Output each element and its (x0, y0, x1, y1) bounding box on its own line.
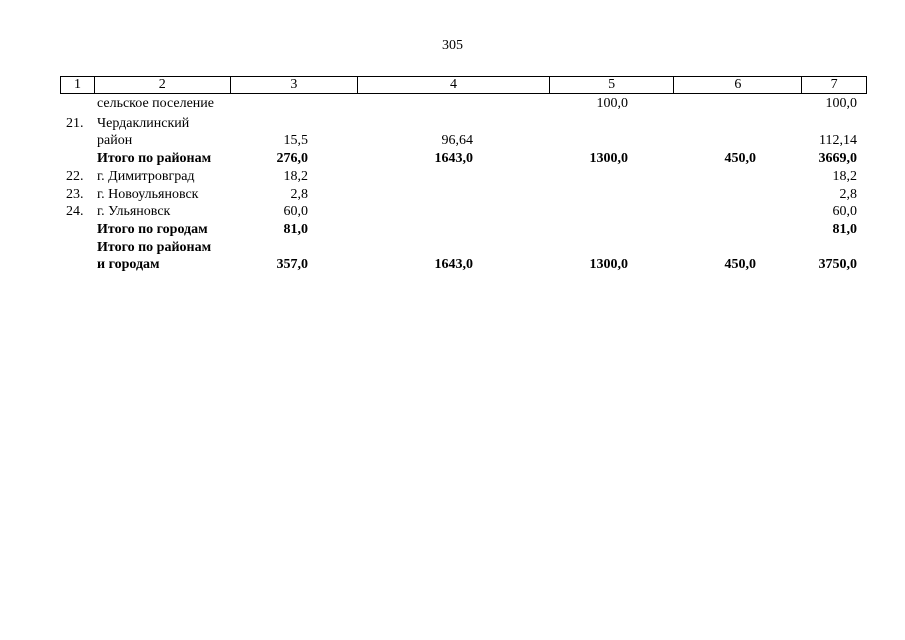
cell-col-3: 276,0 (276, 151, 308, 166)
cell-col-6: 450,0 (724, 257, 756, 272)
table-row (0, 96, 905, 112)
header-col-1: 1 (61, 77, 95, 93)
total-row (0, 240, 905, 256)
cell-col-3: 357,0 (276, 257, 308, 272)
table-row (0, 204, 905, 220)
table-row (0, 187, 905, 203)
cell-col-3: 60,0 (283, 204, 308, 219)
cell-col-7: 81,0 (832, 222, 857, 237)
header-col-6: 6 (674, 77, 802, 93)
row-name: г. Ульяновск (97, 204, 171, 219)
row-number: 23. (66, 187, 84, 202)
cell-col-3: 18,2 (283, 169, 308, 184)
row-number: 21. (66, 116, 84, 131)
cell-col-7: 112,14 (819, 133, 857, 148)
table-header (60, 76, 867, 94)
row-name: и городам (97, 257, 160, 272)
cell-col-7: 60,0 (832, 204, 857, 219)
row-name: сельское поселение (97, 96, 214, 111)
table-row (0, 116, 905, 132)
cell-col-4: 1643,0 (434, 151, 473, 166)
cell-col-3: 15,5 (283, 133, 308, 148)
header-col-5: 5 (550, 77, 675, 93)
cell-col-7: 3750,0 (818, 257, 857, 272)
total-row (0, 222, 905, 238)
row-name: район (97, 133, 133, 148)
cell-col-7: 18,2 (832, 169, 857, 184)
page-number: 305 (442, 38, 463, 53)
row-number: 22. (66, 169, 84, 184)
cell-col-7: 100,0 (825, 96, 857, 111)
cell-col-5: 1300,0 (589, 257, 628, 272)
header-col-7: 7 (830, 77, 838, 92)
cell-col-5: 100,0 (596, 96, 628, 111)
cell-col-5: 1300,0 (589, 151, 628, 166)
table-row (0, 133, 905, 149)
row-name: Итого по районам (97, 240, 212, 255)
total-row (0, 151, 905, 167)
cell-col-7: 2,8 (839, 187, 857, 202)
cell-col-4: 1643,0 (434, 257, 473, 272)
row-name: г. Димитровград (97, 169, 195, 184)
cell-col-6: 450,0 (724, 151, 756, 166)
header-col-2: 2 (95, 77, 231, 93)
header-col-3: 3 (231, 77, 359, 93)
row-number: 24. (66, 204, 84, 219)
row-name: г. Новоульяновск (97, 187, 199, 202)
cell-col-4: 96,64 (441, 133, 473, 148)
cell-col-3: 2,8 (290, 187, 308, 202)
row-name: Итого по городам (97, 222, 208, 237)
total-row (0, 257, 905, 273)
row-name: Итого по районам (97, 151, 212, 166)
header-col-4: 4 (358, 77, 550, 93)
table-row (0, 169, 905, 185)
row-name: Чердаклинский (97, 116, 190, 131)
cell-col-3: 81,0 (283, 222, 308, 237)
cell-col-7: 3669,0 (818, 151, 857, 166)
